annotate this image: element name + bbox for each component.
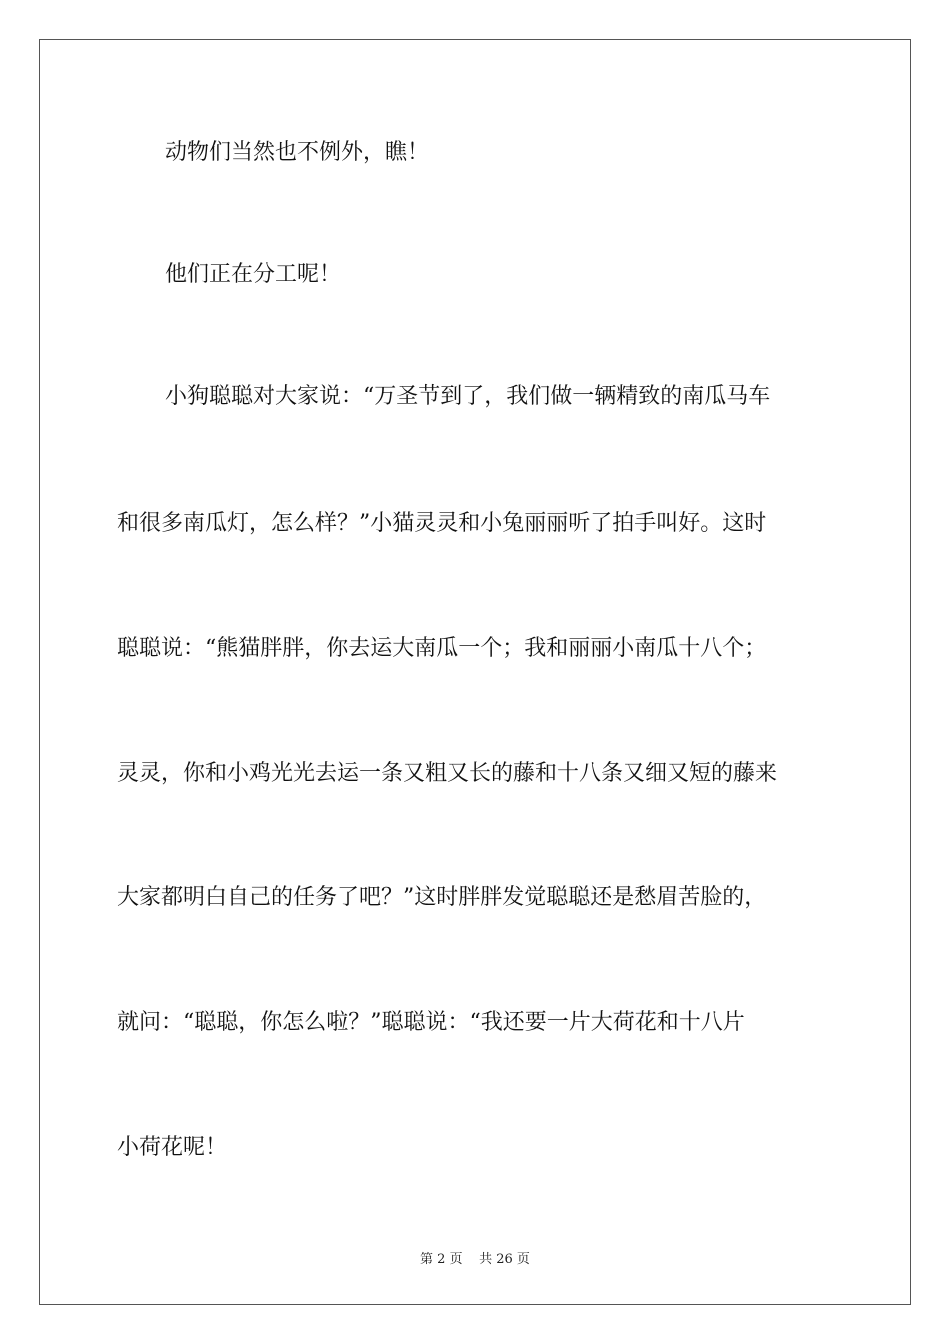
- paragraph-line: 小狗聪聪对大家说：“万圣节到了，我们做一辆精致的南瓜马车: [165, 384, 771, 409]
- paragraph-line: 就问：“聪聪，你怎么啦？”聪聪说：“我还要一片大荷花和十八片: [117, 1010, 745, 1035]
- page-number: 第 2 页: [420, 1252, 463, 1267]
- paragraph-line: 大家都明白自己的任务了吧？”这时胖胖发觉聪聪还是愁眉苦脸的，: [117, 885, 767, 910]
- page-frame: [39, 39, 911, 1305]
- paragraph-line: 动物们当然也不例外，瞧！: [165, 140, 430, 165]
- paragraph-line: 聪聪说：“熊猫胖胖，你去运大南瓜一个；我和丽丽小南瓜十八个；: [117, 636, 767, 661]
- paragraph-line: 和很多南瓜灯，怎么样？”小猫灵灵和小兔丽丽听了拍手叫好。这时: [117, 511, 767, 536]
- page-footer: [0, 1248, 950, 1267]
- paragraph-line: 小荷花呢！: [117, 1135, 228, 1160]
- paragraph-line: 灵灵，你和小鸡光光去运一条又粗又长的藤和十八条又细又短的藤来: [117, 761, 778, 786]
- paragraph-line: 他们正在分工呢！: [165, 262, 342, 287]
- page-total: 共 26 页: [479, 1252, 530, 1267]
